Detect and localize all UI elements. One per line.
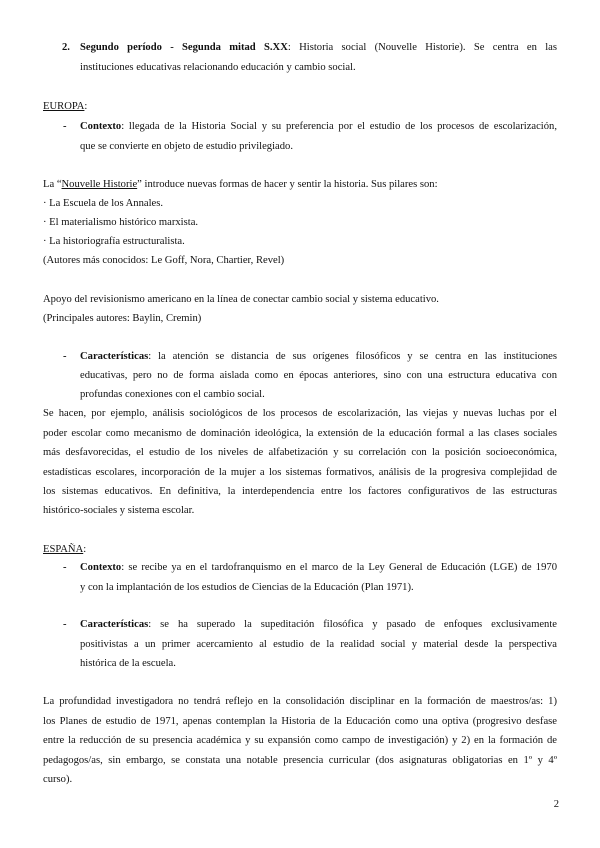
espana-caract-line1 [80, 615, 557, 634]
espana-caract-line2: positivistas a un primer acercamiento al estudio de la realidad social y material desde la perspectiva [80, 639, 557, 650]
europa-heading [43, 97, 557, 116]
europa-heading-text: EUROPA [43, 101, 85, 112]
europa-caract-text: : la atención se distancia de sus orígenes filosóficos y se centra en las instituciones [148, 351, 557, 362]
nouvelle-paragraph [43, 175, 557, 194]
bullet-dash: - [63, 351, 67, 362]
europa-contexto-text: : llegada de la Historia Social y su preferencia por el estudio de los procesos de escolarización, [121, 121, 557, 132]
page-number: 2 [553, 799, 559, 810]
section-heading-line2: instituciones educativas relacionando educación y cambio social. [80, 62, 356, 73]
profundidad-line: curso). [43, 774, 73, 785]
profundidad-line: La profundidad investigadora no tendrá reflejo en la consolidación disciplinar en la formación de maestros/as: 1) [43, 696, 557, 707]
pilar-item: · El materialismo histórico marxista. [43, 217, 199, 228]
bullet-dash: - [63, 562, 67, 573]
espana-contexto-line1 [80, 558, 557, 577]
bullet-dash: - [63, 619, 67, 630]
espana-heading-colon: : [83, 544, 87, 555]
espana-caract-line3: histórica de la escuela. [80, 658, 176, 669]
europa-contexto-line2: que se convierte en objeto de estudio privilegiado. [80, 141, 293, 152]
europa-caract-line3: profundas conexiones con el cambio social. [80, 389, 265, 400]
analisis-line: estadísticas escolares, incorporación de la mujer a los sistemas formativos, análisis de la progresiva complejidad de [43, 467, 557, 478]
nouvelle-lead: La “ [43, 179, 62, 190]
section-heading-text: : Historia social (Nouvelle Historie). Se centra en las [287, 42, 558, 53]
europa-caract-label: Características [80, 351, 149, 362]
europa-caract-line2: educativas, pero no de forma aislada como en épocas anteriores, sino con una estructura educativa con [80, 370, 557, 381]
profundidad-line: los Planes de estudio de 1971, apenas contemplan la Historia de la Educación como una optiva (progresivo desfase [43, 716, 557, 727]
analisis-line: los sistemas educativos. En definitiva, la interdependencia entre los factores configurativos de las estructuras [43, 486, 557, 497]
espana-heading-text: ESPAÑA [43, 544, 84, 555]
analisis-line: histórico-sociales y sistema escolar. [43, 505, 195, 516]
pilar-item: · La historiografía estructuralista. [43, 236, 185, 247]
profundidad-line: entre la reducción de su presencia académica y su expansión como campo de investigación) y 2) en la formación de [43, 735, 557, 746]
espana-contexto-line2: y con la implantación de los estudios de Ciencias de la Educación (Plan 1971). [80, 582, 414, 593]
analisis-line: poder escolar como mecanismo de dominación ideológica, la extensión de la educación formal a las clases sociales [43, 428, 557, 439]
apoyo-line: Apoyo del revisionismo americano en la línea de conectar cambio social y sistema educativo. [43, 294, 439, 305]
autores-line: (Autores más conocidos: Le Goff, Nora, Chartier, Revel) [43, 255, 285, 266]
section-number: 2. [62, 42, 70, 53]
profundidad-line: pedagogos/as, sin embargo, se constata una notable presencia curricular (dos asignaturas obligatorias en 1º y 4º [43, 755, 557, 766]
espana-contexto-text: : se recibe ya en el tardofranquismo en el marco de la Ley General de Educación (LGE) de 1970 [121, 562, 557, 573]
pilar-item: · La Escuela de los Annales. [43, 198, 164, 209]
bullet-dash: - [63, 121, 67, 132]
espana-caract-text: : se ha superado la supeditación filosófica y pasado de enfoques exclusivamente [148, 619, 557, 630]
nouvelle-term: Nouvelle Historie [61, 179, 138, 190]
europa-heading-colon: : [84, 101, 88, 112]
analisis-line: más desfavorecidas, el estudio de los niveles de alfabetización y su correlación con la posición socioeconómica, [43, 447, 557, 458]
apoyo-autores-line: (Principales autores: Baylin, Cremin) [43, 313, 202, 324]
europa-caract-line1 [80, 347, 557, 366]
europa-contexto-label: Contexto [80, 121, 122, 132]
analisis-line: Se hacen, por ejemplo, análisis sociológicos de los procesos de escolarización, las viejas y nuevas luchas por el [43, 408, 557, 419]
espana-heading [43, 540, 557, 559]
europa-contexto-line1 [80, 117, 557, 136]
section-title: Segundo período - Segunda mitad S.XX [80, 42, 288, 53]
section-heading-line1 [80, 38, 557, 57]
nouvelle-rest: ” introduce nuevas formas de hacer y sentir la historia. Sus pilares son: [137, 179, 438, 190]
espana-caract-label: Características [80, 619, 149, 630]
espana-contexto-label: Contexto [80, 562, 122, 573]
